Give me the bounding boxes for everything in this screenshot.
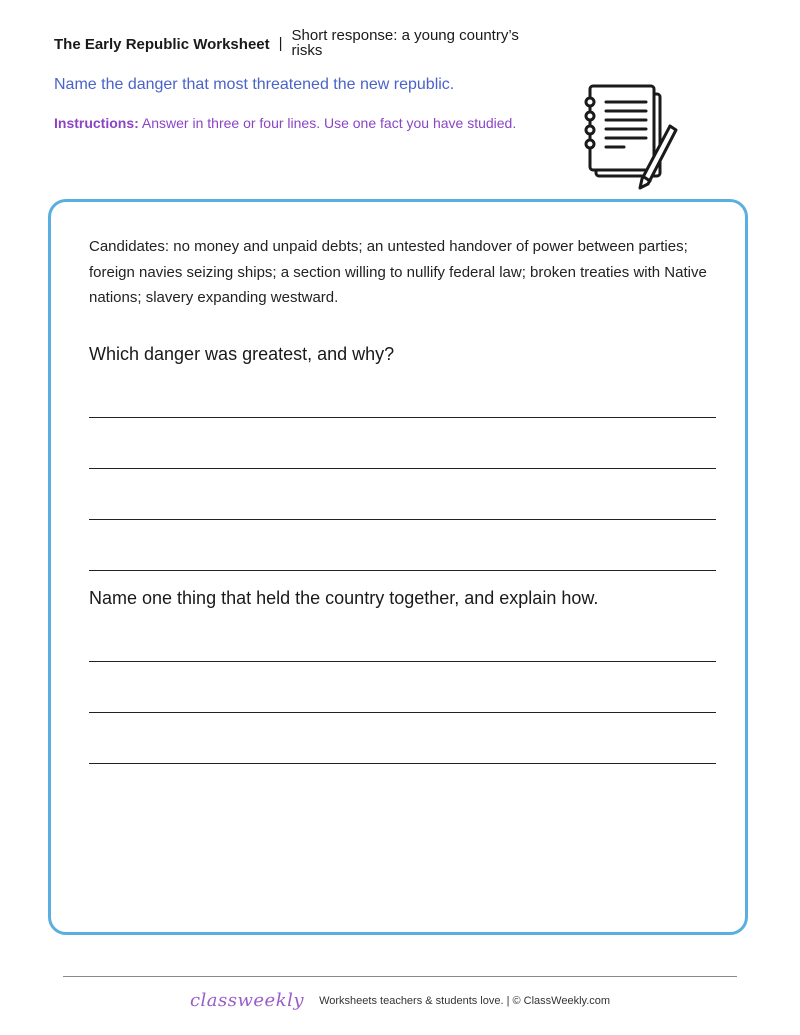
answer-line[interactable] bbox=[89, 763, 716, 764]
answer-line[interactable] bbox=[89, 417, 716, 418]
answer-line[interactable] bbox=[89, 570, 716, 571]
title-row bbox=[54, 28, 594, 58]
worksheet-subtitle: Short response: a young country’s risks bbox=[291, 27, 519, 59]
footer-text: Worksheets teachers & students love. | © ClassWeekly.com bbox=[319, 995, 611, 1007]
instructions-label: Instructions: bbox=[54, 115, 139, 131]
question-1: Which danger was greatest, and why? bbox=[89, 344, 395, 364]
worksheet-title: The Early Republic Worksheet bbox=[54, 36, 270, 53]
answer-line[interactable] bbox=[89, 661, 716, 662]
response-card bbox=[48, 199, 748, 935]
answer-line[interactable] bbox=[89, 712, 716, 713]
brand-logo: classweekly bbox=[189, 990, 305, 1011]
footer-divider bbox=[63, 976, 737, 977]
question-2: Name one thing that held the country together, and explain how. bbox=[89, 588, 599, 608]
notepad-with-pencil-icon bbox=[582, 82, 682, 192]
answer-line[interactable] bbox=[89, 468, 716, 469]
instructions bbox=[54, 115, 516, 131]
prompt-text: Name the danger that most threatened the new republic. bbox=[54, 76, 455, 93]
title-separator: | bbox=[278, 35, 283, 52]
worksheet-header bbox=[54, 28, 594, 58]
footer bbox=[0, 990, 800, 1011]
candidates-text: Candidates: no money and unpaid debts; an untested handover of power between parties; foreign navies seizing ships; a section willing to nullify federal law; broken treaties with Native nations; slavery expanding westward. bbox=[89, 238, 707, 306]
answer-line[interactable] bbox=[89, 519, 716, 520]
instructions-text: Answer in three or four lines. Use one fact you have studied. bbox=[141, 115, 517, 131]
